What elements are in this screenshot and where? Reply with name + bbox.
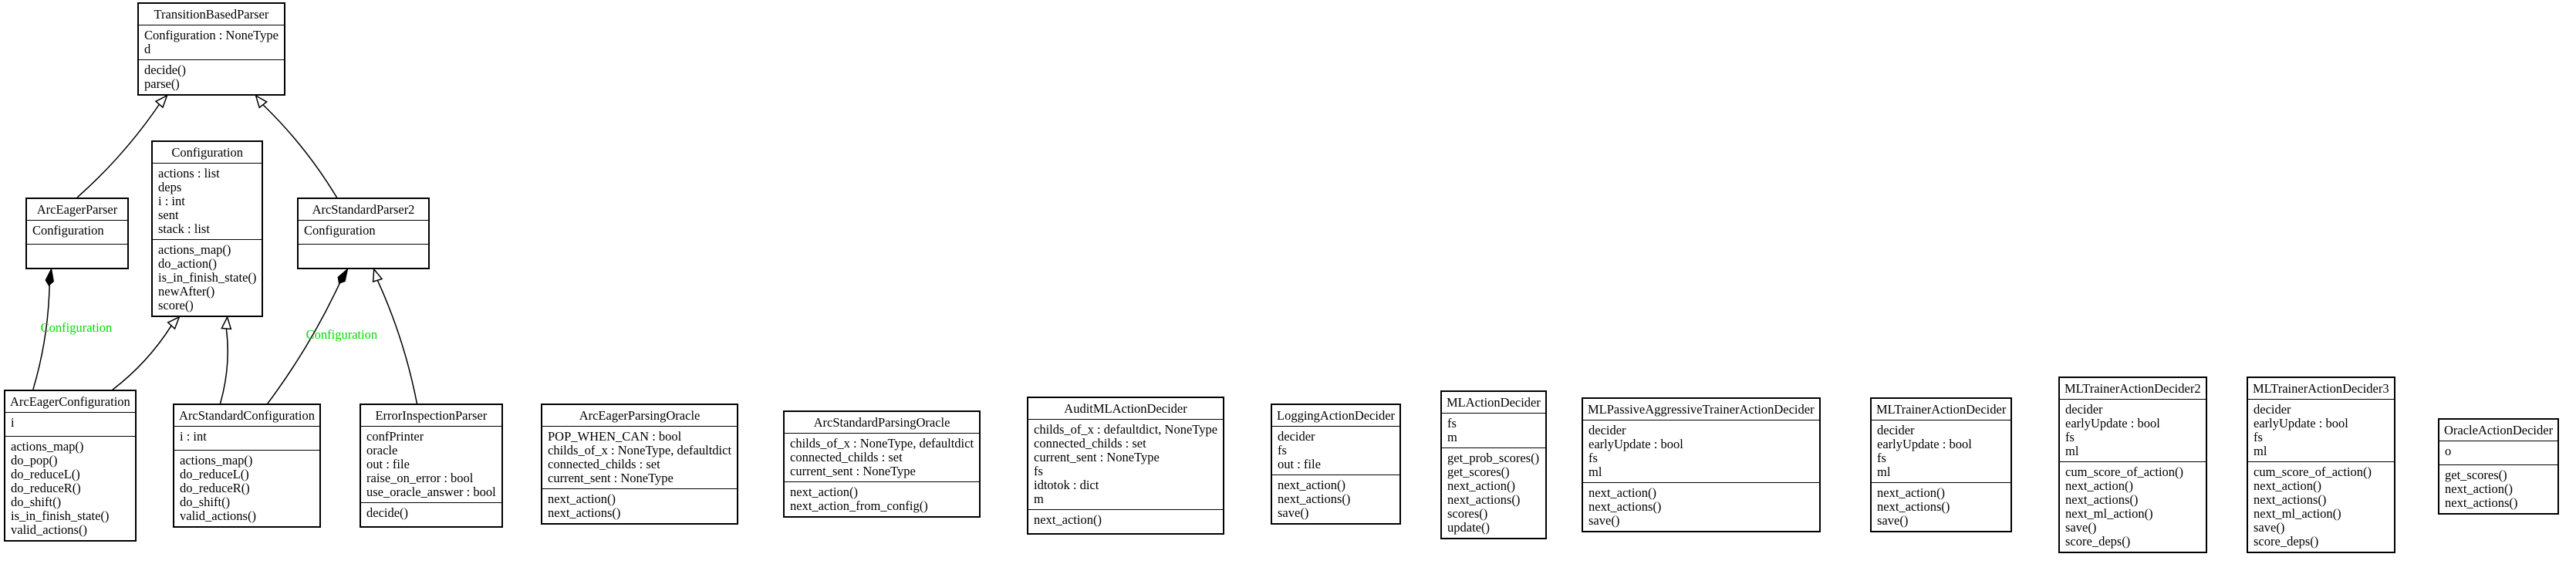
- method: next_action(): [1588, 485, 1656, 500]
- class-name: ArcEagerParser: [27, 199, 127, 221]
- method: next_action(): [2254, 478, 2321, 493]
- attribute: decider: [1877, 423, 1915, 437]
- attributes-compartment: [139, 25, 284, 59]
- class-ArcStandardParser2: [297, 198, 430, 269]
- attribute: out : file: [366, 457, 410, 471]
- attribute: stack : list: [158, 221, 210, 236]
- attribute: childs_of_x : NoneType, defaultdict: [548, 443, 732, 458]
- method: cum_score_of_action(): [2065, 464, 2184, 479]
- inheritance-arrowhead: [168, 317, 180, 329]
- class-ArcEagerParsingOracle: [541, 404, 738, 525]
- methods-compartment: [2060, 461, 2206, 552]
- class-name: LoggingActionDecider: [1272, 405, 1399, 427]
- method: is_in_finish_state(): [158, 270, 257, 285]
- class-OracleActionDecider: [2438, 418, 2559, 515]
- inheritance-edge: [77, 104, 159, 198]
- attribute: fs: [1278, 443, 1287, 458]
- methods-compartment: [1272, 475, 1399, 523]
- methods-compartment: [1583, 482, 1819, 531]
- attribute: POP_WHEN_CAN : bool: [548, 429, 682, 444]
- class-name: TransitionBasedParser: [139, 4, 284, 25]
- method: do_reduceL(): [180, 467, 249, 481]
- attribute: idtotok : dict: [1034, 478, 1099, 492]
- methods-compartment: [139, 59, 284, 94]
- class-ErrorInspectionParser: [360, 404, 503, 528]
- method: is_in_finish_state(): [11, 508, 110, 523]
- methods-compartment: [542, 488, 737, 523]
- method: valid_actions(): [11, 522, 87, 537]
- inheritance-edge: [263, 105, 337, 198]
- class-name: OracleActionDecider: [2439, 420, 2557, 441]
- method: next_actions(): [548, 505, 621, 520]
- attributes-compartment: [1442, 414, 1545, 447]
- class-AuditMLActionDecider: [1027, 397, 1224, 535]
- attributes-compartment: [2439, 441, 2557, 464]
- attribute: confPrinter: [366, 429, 424, 444]
- method: do_reduceR(): [180, 481, 250, 495]
- class-ArcStandardConfiguration: [173, 404, 321, 528]
- method: next_actions(): [2254, 492, 2327, 507]
- attribute: actions : list: [158, 166, 220, 181]
- attribute: fs: [1877, 451, 1886, 465]
- method: update(): [1447, 520, 1490, 535]
- method: next_ml_action(): [2065, 506, 2153, 521]
- methods-compartment: [27, 244, 127, 268]
- class-name: MLActionDecider: [1442, 392, 1545, 414]
- method: next_actions(): [1877, 499, 1950, 514]
- method: next_action(): [1278, 478, 1345, 492]
- class-name: AuditMLActionDecider: [1028, 398, 1223, 420]
- attribute: ml: [1588, 464, 1602, 479]
- method: save(): [1588, 513, 1620, 528]
- inheritance-arrowhead: [373, 269, 382, 282]
- attributes-compartment: [785, 434, 979, 481]
- methods-compartment: [2248, 461, 2394, 552]
- class-LoggingActionDecider: [1271, 404, 1401, 525]
- attributes-compartment: [27, 221, 127, 244]
- method: get_scores(): [1447, 464, 1510, 479]
- attribute: childs_of_x : NoneType, defaultdict: [790, 436, 974, 451]
- attribute: m: [1034, 491, 1044, 506]
- method: next_action(): [1877, 485, 1945, 500]
- method: decide(): [366, 505, 409, 520]
- attributes-compartment: [1872, 420, 2010, 482]
- methods-compartment: [174, 450, 319, 526]
- method: save(): [2254, 520, 2285, 535]
- attribute: Configuration: [32, 223, 104, 238]
- methods-compartment: [1872, 482, 2010, 531]
- method: parse(): [144, 76, 180, 91]
- inheritance-arrowhead: [256, 96, 267, 107]
- method: score_deps(): [2065, 534, 2131, 549]
- attribute: current_sent : NoneType: [1034, 450, 1160, 464]
- method: newAfter(): [158, 284, 215, 299]
- attributes-compartment: [2248, 400, 2394, 461]
- attribute: Configuration: [304, 223, 376, 238]
- method: valid_actions(): [180, 508, 256, 523]
- attribute: fs: [2254, 430, 2263, 444]
- attributes-compartment: [1272, 427, 1399, 475]
- class-name: ErrorInspectionParser: [361, 405, 501, 427]
- method: do_pop(): [11, 453, 58, 468]
- attribute: current_sent : NoneType: [548, 471, 674, 485]
- method: do_reduceR(): [11, 481, 81, 495]
- attribute: fs: [1447, 416, 1457, 431]
- attribute: ml: [2254, 444, 2267, 458]
- class-ArcEagerParser: [25, 198, 129, 269]
- methods-compartment: [361, 502, 501, 526]
- attributes-compartment: [153, 164, 262, 239]
- attributes-compartment: [361, 427, 501, 502]
- class-ArcEagerConfiguration: [4, 390, 137, 542]
- method: save(): [1278, 505, 1309, 520]
- method: next_action(): [2065, 478, 2133, 493]
- methods-compartment: [2439, 464, 2557, 513]
- methods-compartment: [153, 239, 262, 316]
- relation-label: Configuration: [306, 327, 378, 342]
- method: next_actions(): [2065, 492, 2139, 507]
- method: decide(): [144, 62, 187, 77]
- class-name: Configuration: [153, 142, 262, 164]
- attribute: sent: [158, 208, 179, 222]
- class-name: MLTrainerActionDecider2: [2060, 378, 2206, 400]
- attribute: connected_childs : set: [548, 457, 660, 471]
- attribute: i : int: [180, 429, 207, 444]
- method: next_actions(): [1447, 492, 1521, 507]
- class-MLPassiveAggressiveTrainerActionDecider: [1582, 397, 1821, 532]
- class-name: ArcEagerParsingOracle: [542, 405, 737, 427]
- methods-compartment: [5, 436, 135, 540]
- class-name: ArcStandardConfiguration: [174, 405, 319, 427]
- method: next_actions(): [2445, 495, 2518, 510]
- attribute: i: [11, 415, 15, 430]
- attribute: decider: [2254, 402, 2291, 417]
- method: actions_map(): [180, 453, 253, 468]
- method: get_scores(): [2445, 468, 2507, 482]
- attribute: out : file: [1278, 457, 1321, 471]
- method: do_action(): [158, 256, 218, 271]
- method: next_action(): [548, 491, 616, 506]
- method: next_action(): [2445, 481, 2513, 496]
- method: next_action(): [1034, 512, 1102, 527]
- attributes-compartment: [2060, 400, 2206, 461]
- method: next_actions(): [1588, 499, 1662, 514]
- inheritance-edge: [377, 280, 417, 404]
- attributes-compartment: [542, 427, 737, 488]
- class-MLTrainerActionDecider2: [2058, 377, 2207, 553]
- class-name: MLTrainerActionDecider: [1872, 399, 2010, 420]
- attribute: m: [1447, 430, 1457, 444]
- attributes-compartment: [1583, 420, 1819, 482]
- attributes-compartment: [1028, 420, 1223, 509]
- methods-compartment: [299, 244, 428, 268]
- attribute: deps: [158, 180, 182, 194]
- attribute: ml: [2065, 444, 2079, 458]
- class-name: MLTrainerActionDecider3: [2248, 378, 2394, 400]
- method: do_shift(): [180, 495, 231, 509]
- attribute: connected_childs : set: [790, 450, 903, 464]
- method: score_deps(): [2254, 534, 2319, 549]
- attribute: i : int: [158, 194, 185, 208]
- class-TransitionBasedParser: [137, 2, 285, 96]
- inheritance-arrowhead: [221, 317, 231, 329]
- class-MLTrainerActionDecider3: [2247, 377, 2395, 553]
- attribute: raise_on_error : bool: [366, 471, 474, 485]
- relation-label: Configuration: [40, 320, 113, 335]
- attribute: fs: [2065, 430, 2075, 444]
- method: next_actions(): [1278, 491, 1351, 506]
- method: next_ml_action(): [2254, 506, 2341, 521]
- attribute: decider: [1588, 423, 1626, 437]
- methods-compartment: [785, 481, 979, 516]
- method: next_action(): [790, 485, 858, 499]
- method: save(): [1877, 513, 1909, 528]
- composition-diamond: [46, 269, 53, 285]
- method: score(): [158, 298, 194, 312]
- method: next_action_from_config(): [790, 498, 928, 513]
- attribute: fs: [1588, 451, 1598, 465]
- attribute: earlyUpdate : bool: [2254, 416, 2348, 431]
- class-name: ArcEagerConfiguration: [5, 391, 135, 413]
- attribute: current_sent : NoneType: [790, 464, 916, 478]
- attribute: childs_of_x : defaultdict, NoneType: [1034, 422, 1218, 437]
- attribute: use_oracle_answer : bool: [366, 485, 496, 499]
- method: get_prob_scores(): [1447, 451, 1540, 465]
- attributes-compartment: [299, 221, 428, 244]
- attribute: earlyUpdate : bool: [1877, 437, 1972, 451]
- attribute: decider: [2065, 402, 2103, 417]
- class-name: ArcStandardParser2: [299, 199, 428, 221]
- method: actions_map(): [11, 439, 84, 454]
- attribute: oracle: [366, 443, 398, 458]
- attributes-compartment: [174, 427, 319, 450]
- method: actions_map(): [158, 242, 231, 257]
- attribute: d: [144, 42, 151, 56]
- class-Configuration: [151, 140, 263, 317]
- method: next_action(): [1447, 478, 1515, 493]
- method: do_shift(): [11, 495, 62, 509]
- attributes-compartment: [5, 413, 135, 436]
- class-name: MLPassiveAggressiveTrainerActionDecider: [1583, 399, 1819, 420]
- attribute: connected_childs : set: [1034, 436, 1146, 451]
- class-MLActionDecider: [1440, 390, 1547, 539]
- composition-diamond: [338, 269, 347, 283]
- class-MLTrainerActionDecider: [1870, 397, 2012, 532]
- attribute: ml: [1877, 464, 1891, 479]
- inheritance-edge: [113, 326, 171, 390]
- class-name: ArcStandardParsingOracle: [785, 412, 979, 434]
- class-ArcStandardParsingOracle: [783, 410, 981, 518]
- attribute: earlyUpdate : bool: [2065, 416, 2160, 431]
- attribute: decider: [1278, 429, 1315, 444]
- attribute: o: [2445, 444, 2452, 458]
- attribute: fs: [1034, 464, 1043, 478]
- attribute: earlyUpdate : bool: [1588, 437, 1683, 451]
- method: save(): [2065, 520, 2097, 535]
- attribute: Configuration : NoneType: [144, 28, 279, 42]
- method: do_reduceL(): [11, 467, 80, 481]
- method: scores(): [1447, 506, 1488, 521]
- inheritance-arrowhead: [156, 96, 167, 107]
- inheritance-edge: [220, 329, 228, 404]
- method: cum_score_of_action(): [2254, 464, 2372, 479]
- methods-compartment: [1442, 447, 1545, 538]
- methods-compartment: [1028, 509, 1223, 533]
